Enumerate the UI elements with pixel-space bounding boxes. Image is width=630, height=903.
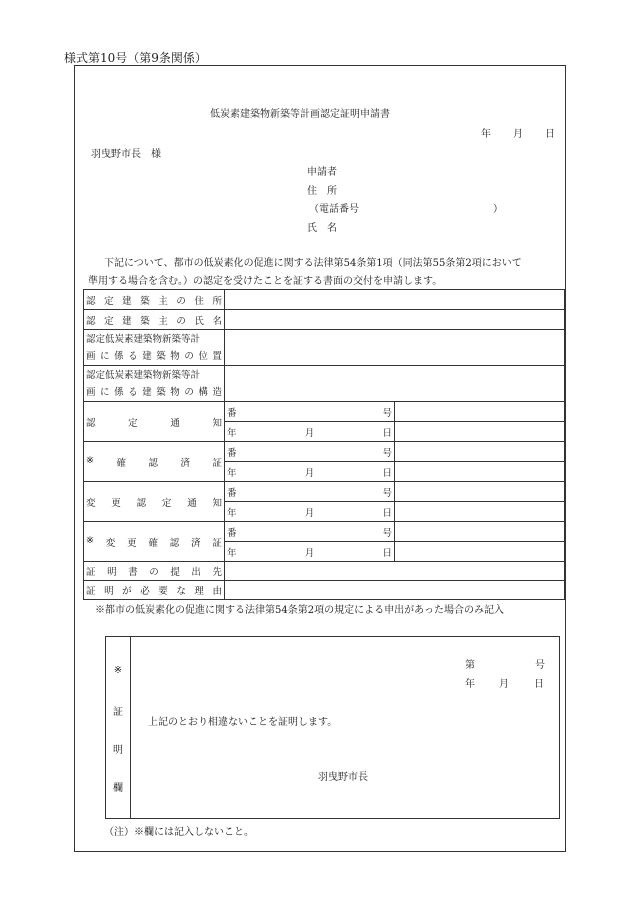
sub-label-number: 番 号 [227,407,392,419]
table-row [84,402,565,422]
cert-date-day: 日 [534,679,544,690]
table-footnote: ※都市の低炭素化の促進に関する法律第54条第2項の規定による申出があった場合のみ記入 [95,605,504,616]
form-code: 様式第10号（第9条関係） [64,51,207,65]
cert-side-char: 明 [113,745,123,756]
table-row [84,310,565,330]
row-label-reason: 証 明 が 必 要 な 理 由 [86,586,222,597]
value-cell[interactable] [395,422,565,442]
group-label-confirmation: ※ 確 認 済 証 [86,454,222,469]
applicant-phone-close: ） [493,204,503,215]
table-row [84,522,565,542]
value-cell[interactable] [395,542,565,562]
row-label-structure-line2: 画 に 係 る 建 築 物 の 構 造 [86,386,222,398]
details-table [83,289,565,600]
table-row [84,482,565,502]
row-label-location-line1: 認定低炭素建築物新築等計 [86,333,201,345]
body-text-line1: 下記について、都市の低炭素化の促進に関する法律第54条第1項（同法第55条第2項において [104,258,522,269]
cert-statement: 上記のとおり相違ないことを証明します。 [148,717,338,728]
sub-label-date: 年 月 日 [227,427,392,439]
cert-side-char: 証 [113,707,123,718]
certification-box [105,636,560,819]
value-cell[interactable] [225,581,565,600]
cert-date-year: 年 [465,679,475,690]
certification-side-label [106,637,131,818]
value-cell[interactable] [395,522,565,542]
table-row [84,581,565,600]
value-cell[interactable] [395,402,565,422]
group-label-change-notice: 変 更 認 定 通 知 [86,497,222,509]
row-label-structure-line1: 認定低炭素建築物新築等計 [86,369,201,381]
cert-number-suffix: 号 [535,660,545,671]
sub-label-date: 年 月 日 [227,467,392,479]
value-cell[interactable] [395,462,565,482]
cert-signer: 羽曳野市長 [318,772,368,783]
value-cell[interactable] [395,482,565,502]
value-cell[interactable] [395,502,565,522]
value-cell[interactable] [225,310,565,330]
sub-label-number: 番 号 [227,487,392,499]
value-cell[interactable] [225,330,565,366]
value-cell[interactable] [225,366,565,402]
sub-label-date: 年 月 日 [227,547,392,559]
applicant-phone-label: （電話番号 [309,204,359,215]
addressee: 羽曳野市長 様 [91,149,161,160]
value-cell[interactable] [395,442,565,462]
table-row [84,366,565,402]
row-label-location-line2: 画 に 係 る 建 築 物 の 位 置 [86,350,222,362]
cert-side-char: 欄 [113,783,123,794]
body-text-line2: 準用する場合を含む。）の認定を受けたことを証する書面の交付を申請します。 [88,276,443,287]
sub-label-number: 番 号 [227,527,392,539]
cert-side-char: ※ [113,665,123,676]
row-label-owner-name: 認 定 建 築 主 の 氏 名 [86,315,222,327]
group-label-change-confirmation: ※ 変 更 確 認 済 証 [86,534,222,549]
table-row [84,290,565,310]
date-month-label: 月 [513,129,523,140]
applicant-name-label: 氏 名 [307,223,337,234]
table-row [84,442,565,462]
sub-label-number: 番 号 [227,447,392,459]
table-row [84,562,565,581]
row-label-submission-destination: 証 明 書 の 提 出 先 [86,567,222,578]
table-row [84,330,565,366]
applicant-heading: 申請者 [307,167,337,178]
cert-date-month: 月 [499,679,509,690]
footer-note: （注）※欄には記入しないこと。 [104,827,254,838]
date-year-label: 年 [481,129,491,140]
cert-number-prefix: 第 [465,660,475,671]
date-day-label: 日 [545,129,555,140]
sub-label-date: 年 月 日 [227,507,392,519]
value-cell[interactable] [225,290,565,310]
group-label-certification-notice: 認 定 通 知 [86,417,222,429]
value-cell[interactable] [225,562,565,581]
row-label-owner-address: 認 定 建 築 主 の 住 所 [86,295,222,307]
applicant-address-label: 住 所 [307,186,337,197]
form-title: 低炭素建築物新築等計画認定証明申請書 [210,109,390,120]
